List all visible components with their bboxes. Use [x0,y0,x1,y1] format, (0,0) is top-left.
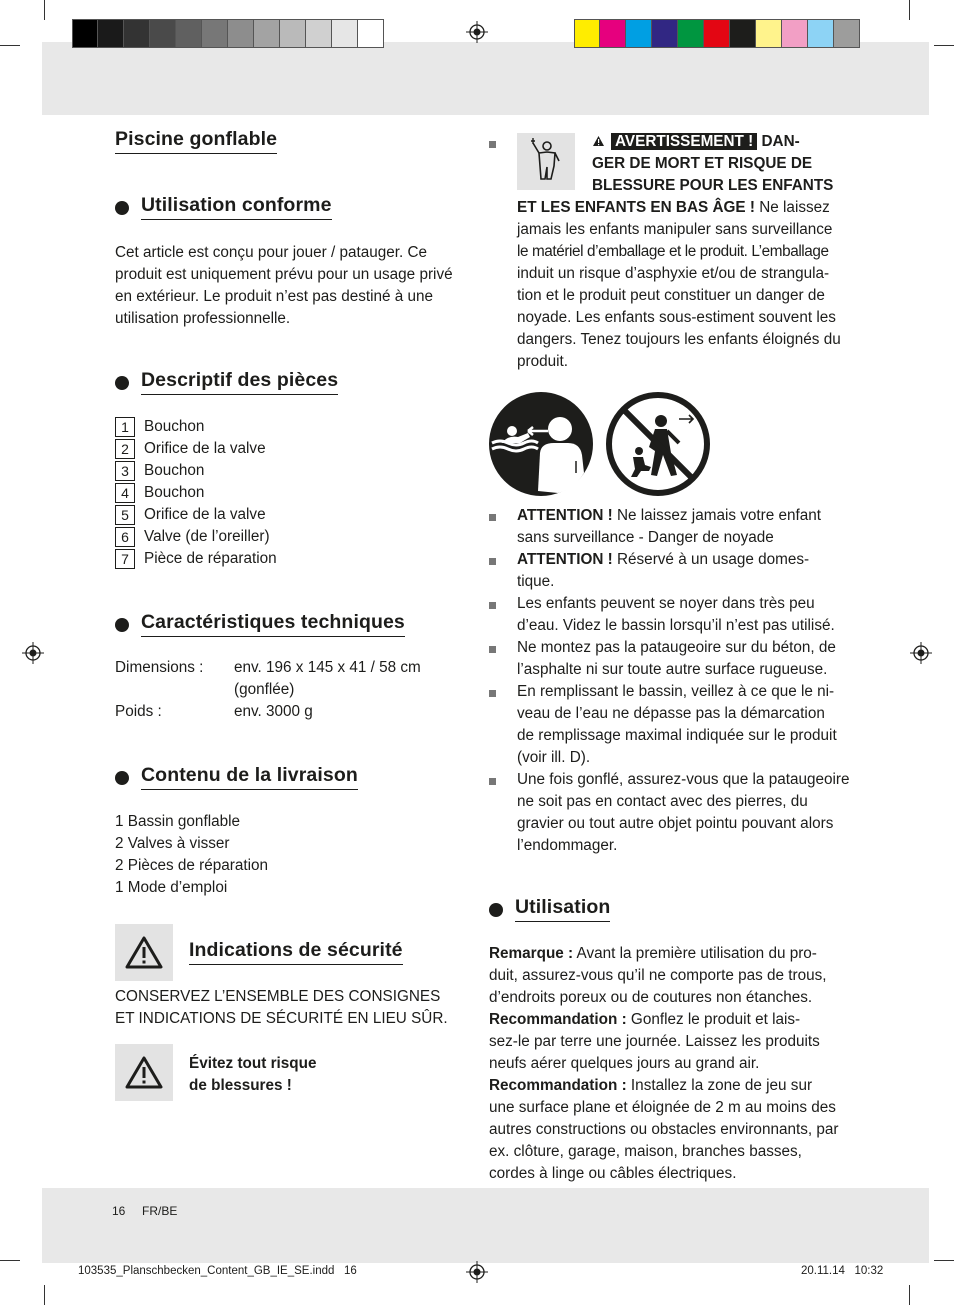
warning-head-rest: Ne laissez [754,199,830,216]
color-swatch [176,20,202,47]
color-swatch [202,20,228,47]
use-heading: Utilisation conforme [141,194,332,220]
list-bullet [489,141,496,148]
color-swatch [704,20,730,47]
text-line: de remplissage maximal indiquée sur le produit [517,727,837,744]
list-item: 2 Pièces de réparation [115,857,269,874]
specs-heading: Caractéristiques techniques [141,611,405,637]
gray-scale-bar [72,19,384,48]
color-swatch [678,20,704,47]
crop-mark [0,1260,20,1261]
part-number: 4 [115,483,135,503]
part-label: Orifice de la valve [144,440,266,457]
attention-label: ATTENTION ! [517,507,613,524]
text-line: Une fois gonflé, assurez-vous que la pataugeoire [517,771,850,788]
color-swatch [98,20,124,47]
spec-dim-label: Dimensions : [115,659,204,676]
text-line: produit est uniquement prévu pour un usage privé [115,266,453,283]
use-text [115,242,453,330]
section-bullet [489,903,503,917]
text-line: d’endroits poreux ou de coutures non étanches. [489,989,813,1006]
list-item: 1 Mode d’emploi [115,879,228,896]
attention-1 [517,505,821,549]
child-warning-icon-box [517,133,575,190]
text-line: tion et le produit peut constituer un danger de [517,287,825,304]
color-swatch [756,20,782,47]
color-swatch [808,20,834,47]
color-swatch [72,20,98,47]
list-item [115,438,277,460]
list-bullet [489,690,496,697]
list-item: 1 Bassin gonflable [115,813,241,830]
text-line: une surface plane et éloignée de 2 m au moins des [489,1099,836,1116]
list-item [115,504,277,526]
safety-bullet-6 [517,769,850,857]
text-line: l’asphalte ni sur toute autre surface rugueuse. [517,661,828,678]
slug-date: 20.11.14 10:32 [801,1265,884,1277]
text-line: noyade. Les enfants sous-estiment souvent les [517,309,836,326]
note-label: Remarque : [489,945,574,962]
contents-heading: Contenu de la livraison [141,764,358,790]
crop-mark [909,0,910,20]
warning-icon-box [115,924,173,981]
color-swatch [228,20,254,47]
text-line: (voir ill. D). [517,749,591,766]
parts-heading: Descriptif des pièces [141,369,338,395]
warning-head-line2: GER DE MORT ET RISQUE DE [592,155,813,172]
page-number: 16 [112,1204,126,1218]
warning-head-line3: BLESSURE POUR LES ENFANTS [592,177,834,194]
slug-filename: 103535_Planschbecken_Content_GB_IE_SE.indd 16 [78,1265,357,1277]
crop-mark [0,45,20,46]
text-line: tique. [517,573,555,590]
spec-dim-note: (gonflée) [234,681,295,698]
text-line: induit un risque d’asphyxie et/ou de strangula- [517,265,830,282]
safety-bullet-5 [517,681,837,769]
part-number: 5 [115,505,135,525]
text-line: le matériel d’emballage et le produit. L’emballage [517,243,829,260]
text-line: sez-le par terre une journée. Laissez les produits [489,1033,820,1050]
color-swatch [280,20,306,47]
spec-dim-value: env. 196 x 145 x 41 / 58 cm [234,659,421,676]
header-band [42,42,929,115]
injury-warning [189,1053,317,1097]
process-color-bar [574,19,860,48]
warning-label: AVERTISSEMENT ! [611,133,757,150]
text-line: veau de l’eau ne dépasse pas la démarcation [517,705,825,722]
text-line: En remplissant le bassin, veillez à ce que le ni- [517,683,835,700]
no-leaving-child-icon [605,391,711,497]
recommendation-label: Recommandation : [489,1077,627,1094]
list-bullet [489,778,496,785]
warning-head-text: DAN- [757,133,800,150]
text-line: ne soit pas en contact avec des pierres, du [517,793,808,810]
spec-weight-label: Poids : [115,703,162,720]
registration-mark-icon [22,642,44,664]
note-text: Avant la première utilisation du pro- [573,945,817,962]
text-line: duit, assurez-vous qu’il ne comporte pas de trous, [489,967,827,984]
main-title: Piscine gonflable [115,128,277,154]
list-item [115,416,277,438]
color-swatch [730,20,756,47]
text-line: Évitez tout risque [189,1055,317,1072]
list-item [115,482,277,504]
warning-body [517,219,841,373]
crop-mark [934,1260,954,1261]
safety-bullet-4 [517,637,836,681]
warning-head-line4 [517,197,830,219]
parts-list [115,416,277,570]
warning-icon-box [115,1044,173,1101]
crop-mark [934,45,954,46]
part-label: Bouchon [144,484,205,501]
recommendation-text: Installez la zone de jeu sur [626,1077,813,1094]
part-number: 2 [115,439,135,459]
text-line: dangers. Tenez toujours les enfants éloignés du [517,331,841,348]
part-label: Valve (de l’oreiller) [144,528,270,545]
text-line: de blessures ! [189,1077,292,1094]
section-bullet [115,376,129,390]
list-bullet [489,558,496,565]
crop-mark [44,0,45,20]
child-packaging-icon [517,133,575,190]
part-number: 3 [115,461,135,481]
list-bullet [489,646,496,653]
list-item [115,526,277,548]
color-swatch [306,20,332,47]
footer-band [42,1188,929,1263]
part-number: 1 [115,417,135,437]
crop-mark [44,1285,45,1305]
warning-head-bold: ET LES ENFANTS EN BAS ÂGE ! [517,199,755,216]
color-swatch [782,20,808,47]
part-label: Pièce de réparation [144,550,277,567]
color-swatch [574,20,600,47]
registration-mark-icon [910,642,932,664]
color-swatch [358,20,384,47]
part-label: Bouchon [144,462,205,479]
text-line: autres constructions ou obstacles environnants, par [489,1121,839,1138]
color-swatch [332,20,358,47]
recommendation-label: Recommandation : [489,1011,627,1028]
safety-text [115,986,448,1030]
attention-text: Réservé à un usage domes- [612,551,810,568]
attention-label: ATTENTION ! [517,551,613,568]
color-swatch [626,20,652,47]
attention-text: Ne laissez jamais votre enfant [612,507,822,524]
text-line: Cet article est conçu pour jouer / patauger. Ce [115,244,428,261]
utilisation-heading: Utilisation [515,896,610,922]
warning-head-line1 [592,131,800,153]
text-line: cordes à linge ou câbles électriques. [489,1165,737,1182]
section-bullet [115,771,129,785]
text-line: ET INDICATIONS DE SÉCURITÉ EN LIEU SÛR. [115,1010,448,1027]
recommendation-text: Gonflez le produit et lais- [626,1011,801,1028]
utilisation-text [489,943,838,1185]
text-line: en extérieur. Le produit n’est pas destiné à une [115,288,434,305]
color-swatch [600,20,626,47]
list-bullet [489,514,496,521]
registration-mark-icon [466,21,488,43]
text-line: ex. clôture, garage, maison, branches basses, [489,1143,802,1160]
text-line: sans surveillance - Danger de noyade [517,529,774,546]
list-item: 2 Valves à visser [115,835,230,852]
section-bullet [115,618,129,632]
contents-list [115,811,268,899]
color-swatch [834,20,860,47]
text-line: l’endommager. [517,837,618,854]
part-label: Orifice de la valve [144,506,266,523]
part-number: 7 [115,549,135,569]
part-number: 6 [115,527,135,547]
list-bullet [489,602,496,609]
part-label: Bouchon [144,418,205,435]
color-swatch [652,20,678,47]
language-code: FR/BE [142,1204,178,1218]
spec-weight-value: env. 3000 g [234,703,313,720]
text-line: CONSERVEZ L’ENSEMBLE DES CONSIGNES [115,988,441,1005]
warning-triangle-icon [592,135,605,147]
text-line: produit. [517,353,569,370]
color-swatch [254,20,280,47]
list-item [115,460,277,482]
text-line: utilisation professionnelle. [115,310,291,327]
text-line: Les enfants peuvent se noyer dans très peu [517,595,815,612]
registration-mark-icon [466,1261,488,1283]
attention-2 [517,549,809,593]
text-line: gravier ou tout autre objet pointu pouvant alors [517,815,834,832]
safety-bullet-3 [517,593,835,637]
text-line: jamais les enfants manipuler sans surveillance [517,221,833,238]
warning-triangle-icon [115,1044,173,1101]
section-bullet [115,201,129,215]
warning-triangle-icon [115,924,173,981]
list-item [115,548,277,570]
color-swatch [150,20,176,47]
safety-heading: Indications de sécurité [189,939,403,965]
text-line: neufs aérer quelques jours au grand air. [489,1055,760,1072]
text-line: Ne montez pas la pataugeoire sur du béton, de [517,639,836,656]
text-line: d’eau. Videz le bassin lorsqu’il n’est pas utilisé. [517,617,835,634]
color-swatch [124,20,150,47]
crop-mark [909,1285,910,1305]
supervise-child-icon [488,391,594,497]
